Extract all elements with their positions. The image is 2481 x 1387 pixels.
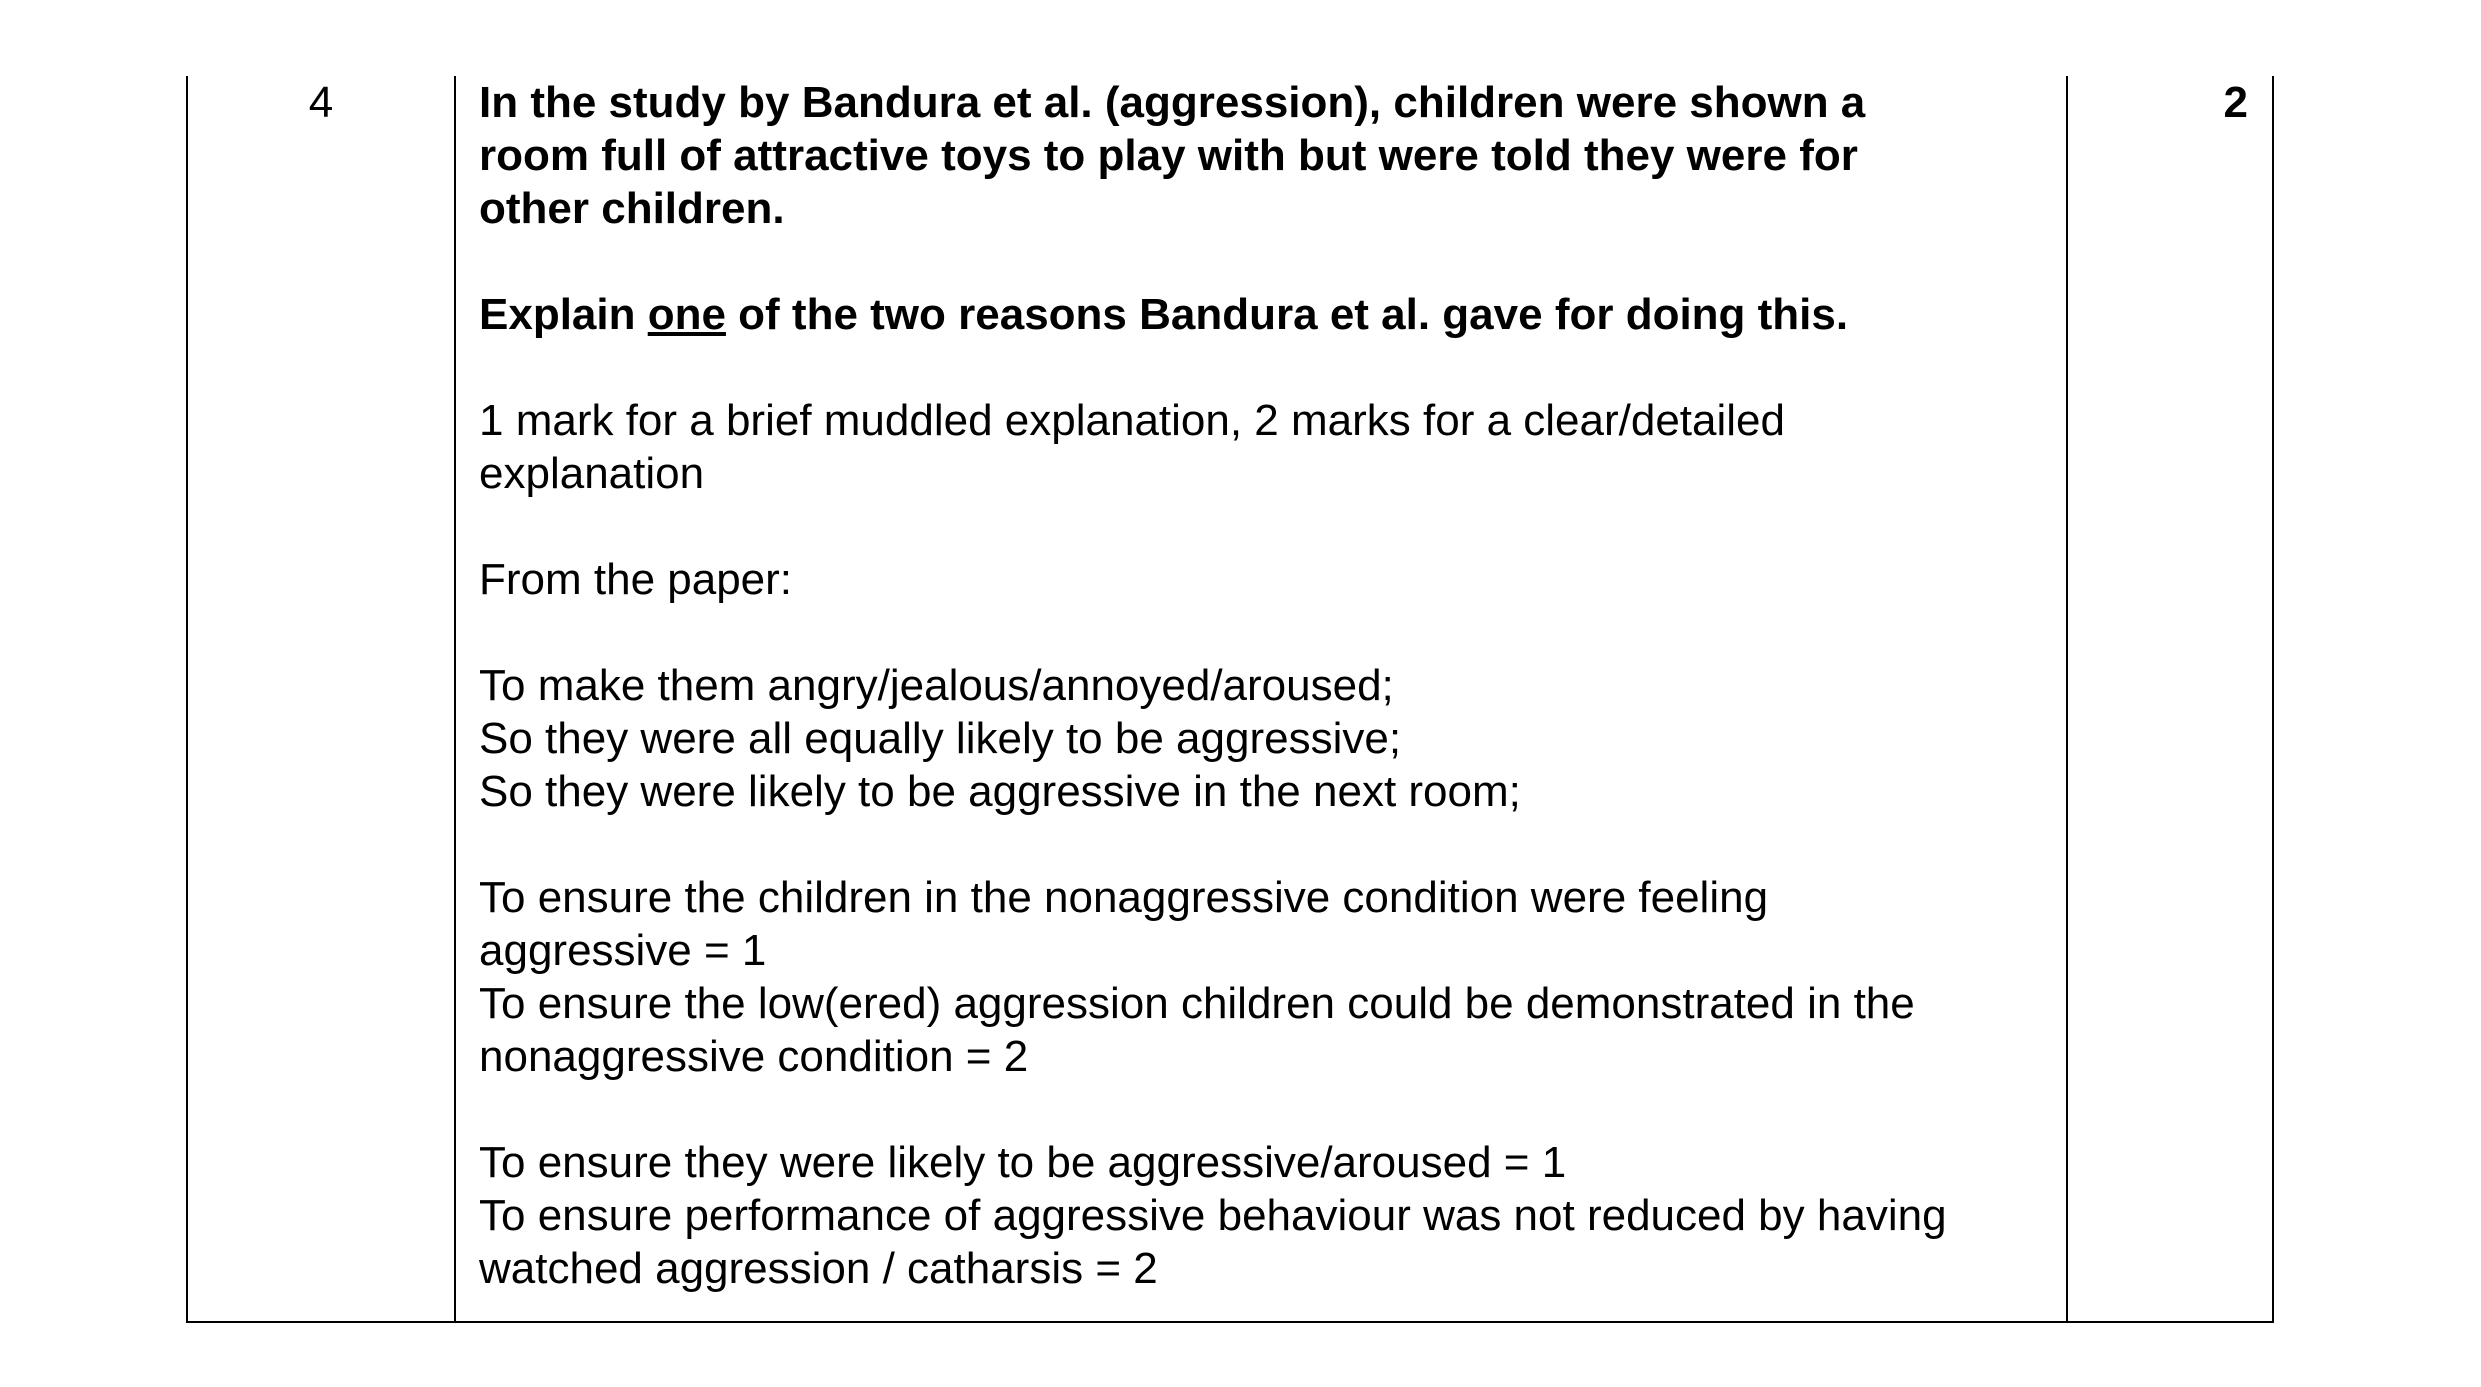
guidance-line: explanation: [479, 449, 705, 498]
graded-answer-line: aggressive = 1: [479, 926, 767, 975]
graded-answers-block: [479, 1136, 2059, 1295]
column-divider: [454, 76, 456, 1321]
graded-answer-line: To ensure performance of aggressive behaviour was not reduced by having: [479, 1191, 1947, 1240]
reason-item: So they were likely to be aggressive in the next room;: [479, 767, 1521, 816]
stem-line: In the study by Bandura et al. (aggression), children were shown a: [479, 78, 1866, 127]
mark-guidance: [479, 394, 2059, 500]
question-stem: [479, 76, 2059, 235]
guidance-line: 1 mark for a brief muddled explanation, 2 marks for a clear/detailed: [479, 396, 1785, 445]
stem-line: room full of attractive toys to play with but were told they were for: [479, 131, 1858, 180]
graded-answer-line: To ensure the low(ered) aggression children could be demonstrated in the: [479, 979, 1915, 1028]
instruction-pre: Explain: [479, 290, 648, 339]
question-content: [479, 76, 2059, 1295]
graded-answer-line: To ensure they were likely to be aggressive/aroused = 1: [479, 1138, 1567, 1187]
question-number: 4: [308, 78, 334, 127]
paper-reasons-list: [479, 659, 2059, 818]
graded-answers-block: [479, 871, 2059, 1083]
reason-item: So they were all equally likely to be aggressive;: [479, 714, 1402, 763]
stem-line: other children.: [479, 184, 785, 233]
column-divider: [2066, 76, 2068, 1321]
instruction-post: of the two reasons Bandura et al. gave for doing this.: [725, 290, 1849, 339]
graded-answer-line: watched aggression / catharsis = 2: [479, 1244, 1158, 1293]
instruction-underlined-word: one: [647, 290, 726, 339]
graded-answer-line: nonaggressive condition = 2: [479, 1032, 1029, 1081]
question-marks: 2: [2223, 78, 2248, 127]
from-paper-label: From the paper:: [479, 555, 793, 604]
graded-answer-line: To ensure the children in the nonaggressive condition were feeling: [479, 873, 1769, 922]
mark-scheme-table: [186, 76, 2274, 1323]
question-instruction: [479, 288, 2059, 341]
reason-item: To make them angry/jealous/annoyed/aroused;: [479, 661, 1394, 710]
